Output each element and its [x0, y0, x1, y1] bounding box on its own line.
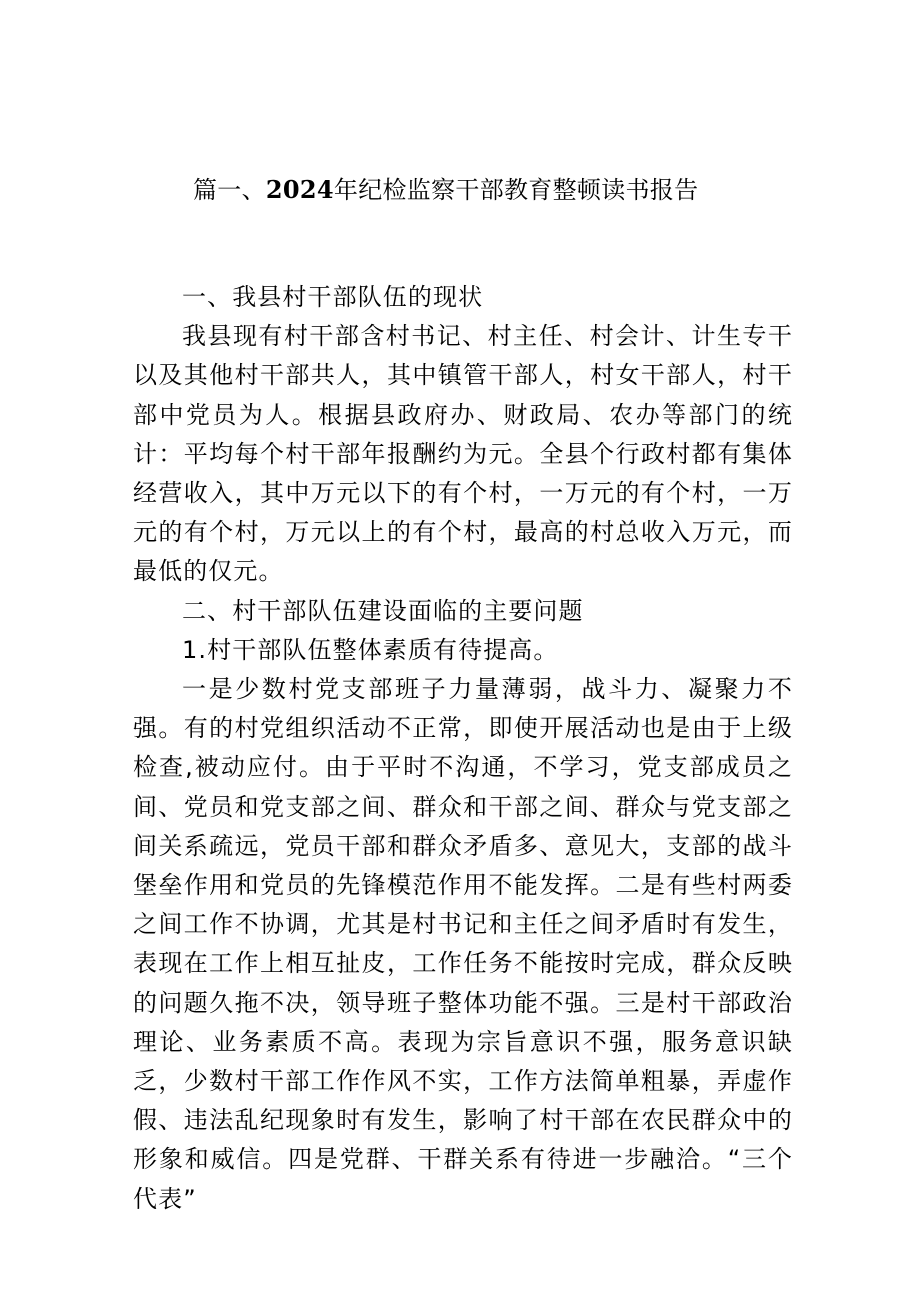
section1-heading: 一、我县村干部队伍的现状: [182, 283, 484, 311]
title-rest: 年纪检监察干部教育整顿读书报告: [333, 176, 699, 204]
subsection1-heading: 1.村干部队伍整体素质有待提高。: [182, 635, 559, 664]
title-year: 2024: [265, 175, 334, 204]
subsection1-paragraph: 一是少数村党支部班子力量薄弱，战斗力、凝聚力不强。有的村党组织活动不正常，即使开展活动也是由于上级检查,被动应付。由于平时不沟通，不学习，党支部成员之间、党员和党支部之间、群众和干部之间、群众与党支部之间关系疏远，党员干部和群众矛盾多、意见大，支部的战斗堡垒作用和党员的先锋模范作用不能发挥。二是有些村两委之间工作不协调，尤其是村书记和主任之间矛盾时有发生，表现在工作上相互扯皮，工作任务不能按时完成，群众反映的问题久拖不决，领导班子整体功能不强。三是村干部政治理论、业务素质不高。表现为宗旨意识不强，服务意识缺乏，少数村干部工作作风不实，工作方法简单粗暴，弄虚作假、违法乱纪现象时有发生，影响了村干部在农民群众中的形象和威信。四是党群、干群关系有待进一步融洽。“三个代表”: [133, 675, 793, 1213]
document-title: [193, 172, 698, 208]
title-prefix: 篇一、: [193, 176, 266, 204]
section1-paragraph: 我县现有村干部含村书记、村主任、村会计、计生专干以及其他村干部共人，其中镇管干部人，村女干部人，村干部中党员为人。根据县政府办、财政局、农办等部门的统计：平均每个村干部年报酬约为元。全县个行政村都有集体经营收入，其中万元以下的有个村，一万元的有个村，一万元的有个村，万元以上的有个村，最高的村总收入万元，而最低的仅元。: [133, 322, 793, 586]
section2-heading: 二、村干部队伍建设面临的主要问题: [182, 596, 584, 625]
document-body: [133, 278, 793, 1219]
